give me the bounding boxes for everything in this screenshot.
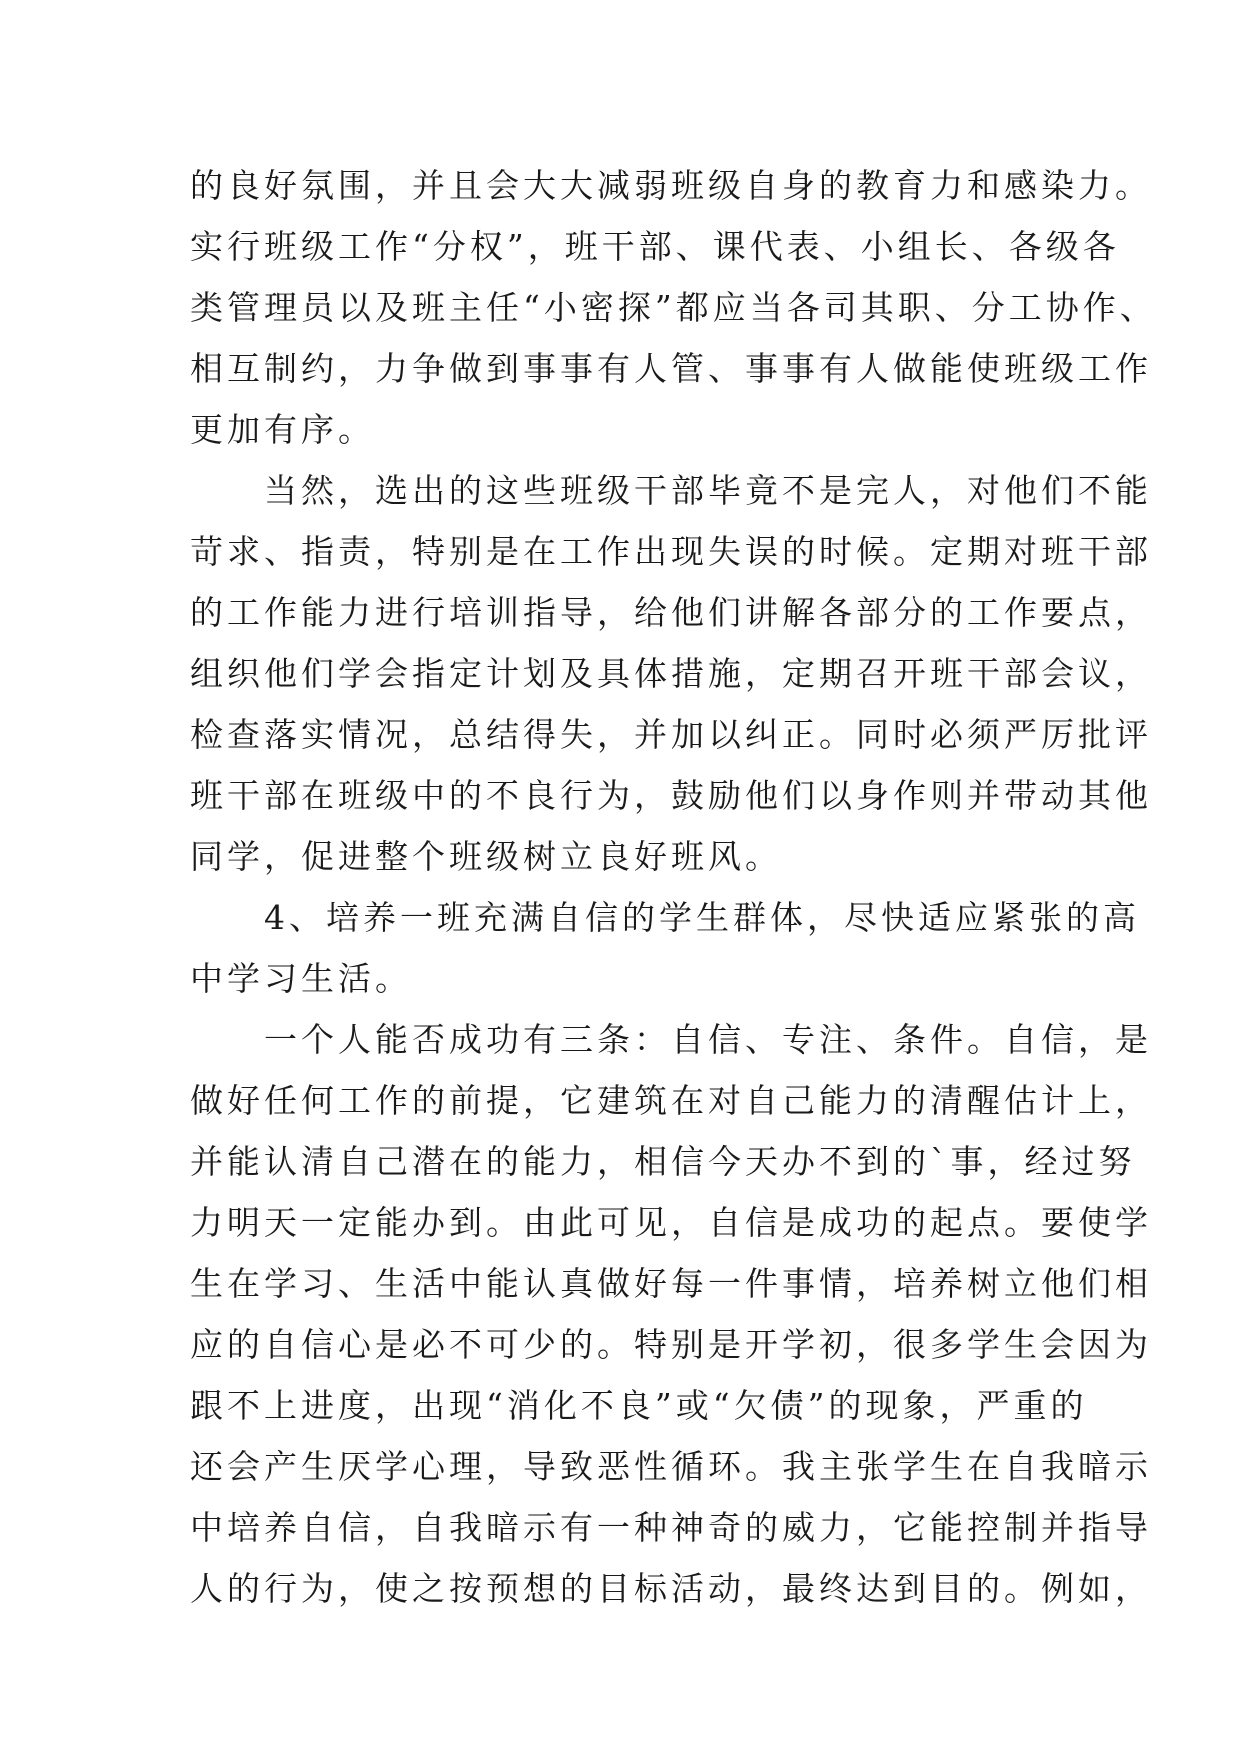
text-line: 苛求、指责，特别是在工作出现失误的时候。定期对班干部 <box>190 532 1152 571</box>
text-line: 类管理员以及班主任“小密探”都应当各司其职、分工协作、 <box>190 288 1157 327</box>
text-line: 当然，选出的这些班级干部毕竟不是完人，对他们不能 <box>190 471 1152 510</box>
paragraph-3 <box>190 887 1140 1009</box>
text-line: 的良好氛围，并且会大大减弱班级自身的教育力和感染力。 <box>190 166 1152 205</box>
text-line: 更加有序。 <box>190 410 375 449</box>
text-line: 一个人能否成功有三条：自信、专注、条件。自信，是 <box>190 1020 1152 1059</box>
paragraph-1 <box>190 155 1157 460</box>
text-line: 组织他们学会指定计划及具体措施，定期召开班干部会议， <box>190 654 1152 693</box>
text-line: 同学，促进整个班级树立良好班风。 <box>190 837 782 876</box>
text-line: 实行班级工作“分权”，班干部、课代表、小组长、各级各 <box>190 227 1120 266</box>
body-text <box>190 155 1157 1619</box>
text-line: 中学习生活。 <box>190 959 412 998</box>
text-line: 中培养自信，自我暗示有一种神奇的威力，它能控制并指导 <box>190 1508 1152 1547</box>
text-line: 检查落实情况，总结得失，并加以纠正。同时必须严厉批评 <box>190 715 1152 754</box>
text-line: 跟不上进度，出现“消化不良”或“欠债”的现象，严重的 <box>190 1386 1088 1425</box>
text-line: 力明天一定能办到。由此可见，自信是成功的起点。要使学 <box>190 1203 1152 1242</box>
text-line: 4、培养一班充满自信的学生群体，尽快适应紧张的高 <box>190 898 1140 937</box>
paragraph-2 <box>190 460 1152 887</box>
text-line: 人的行为，使之按预想的目标活动，最终达到目的。例如， <box>190 1569 1152 1608</box>
text-line: 相互制约，力争做到事事有人管、事事有人做能使班级工作 <box>190 349 1152 388</box>
text-line: 的工作能力进行培训指导，给他们讲解各部分的工作要点， <box>190 593 1152 632</box>
text-line: 应的自信心是必不可少的。特别是开学初，很多学生会因为 <box>190 1325 1152 1364</box>
text-line: 生在学习、生活中能认真做好每一件事情，培养树立他们相 <box>190 1264 1152 1303</box>
text-line: 还会产生厌学心理，导致恶性循环。我主张学生在自我暗示 <box>190 1447 1152 1486</box>
text-line: 做好任何工作的前提，它建筑在对自己能力的清醒估计上， <box>190 1081 1152 1120</box>
text-line: 班干部在班级中的不良行为，鼓励他们以身作则并带动其他 <box>190 776 1152 815</box>
text-line: 并能认清自己潜在的能力，相信今天办不到的`事，经过努 <box>190 1142 1136 1181</box>
paragraph-4 <box>190 1009 1152 1619</box>
